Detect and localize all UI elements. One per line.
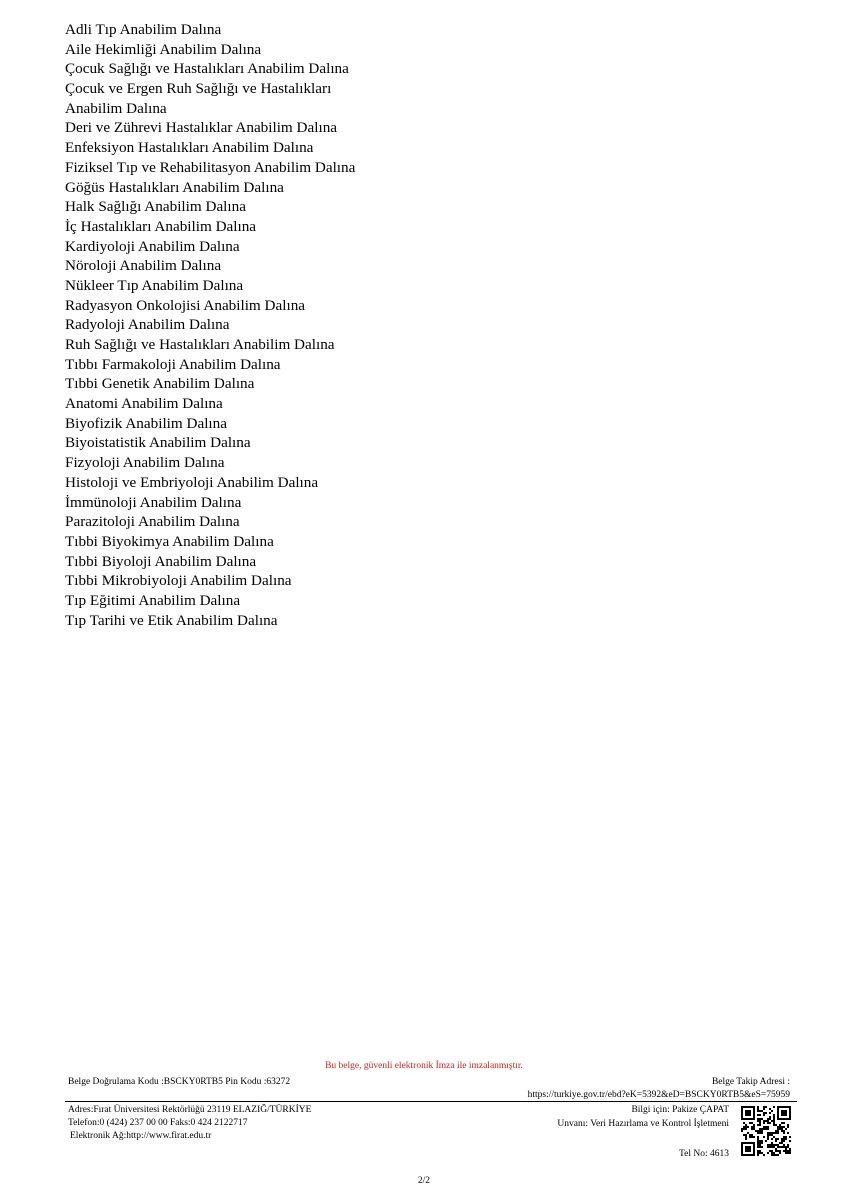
department-item: Fizyoloji Anabilim Dalına (65, 454, 225, 472)
department-item: Radyoloji Anabilim Dalına (65, 316, 230, 334)
department-item: Çocuk ve Ergen Ruh Sağlığı ve Hastalıkları (65, 80, 332, 98)
tracking-label: Belge Takip Adresi : (711, 1077, 790, 1087)
tel-no: Tel No: 4613 (679, 1149, 729, 1159)
tracking-url[interactable]: https://turkiye.gov.tr/ebd?eK=5392&eD=BSCKY0RTB5&eS=75959 (527, 1090, 790, 1100)
department-item: Histoloji ve Embriyoloji Anabilim Dalına (65, 473, 319, 491)
contact-title: Unvanı: Veri Hazırlama ve Kontrol İşletmeni (557, 1119, 729, 1129)
department-item: Kardiyoloji Anabilim Dalına (65, 237, 240, 255)
department-item: Göğüs Hastalıkları Anabilim Dalına (65, 178, 284, 196)
department-item: Tıbbı Farmakoloji Anabilim Dalına (65, 355, 281, 373)
department-item: Biyoistatistik Anabilim Dalına (65, 434, 251, 452)
address-line: Adres:Fırat Üniversitesi Rektörlüğü 23119 ELAZIĞ/TÜRKİYE (68, 1105, 312, 1115)
department-item: Tıbbi Biyokimya Anabilim Dalına (65, 532, 274, 550)
page-number: 2/2 (417, 1176, 431, 1186)
department-item: Deri ve Zührevi Hastalıklar Anabilim Dalına (65, 119, 338, 137)
department-list (65, 20, 565, 630)
web-line[interactable]: Elektronik Ağ:http://www.firat.edu.tr (70, 1131, 212, 1141)
department-item: Anabilim Dalına (65, 99, 167, 117)
qr-code-icon (741, 1106, 791, 1156)
department-item: Parazitoloji Anabilim Dalına (65, 513, 240, 531)
phone-fax-line: Telefon:0 (424) 237 00 00 Faks:0 424 2122717 (68, 1118, 248, 1128)
department-item: Halk Sağlığı Anabilim Dalına (65, 198, 246, 216)
department-item: Aile Hekimliği Anabilim Dalına (65, 40, 262, 58)
department-item: Nükleer Tıp Anabilim Dalına (65, 276, 244, 294)
department-item: Tıbbi Mikrobiyoloji Anabilim Dalına (65, 572, 292, 590)
department-item: Adli Tıp Anabilim Dalına (65, 21, 222, 38)
department-item: Enfeksiyon Hastalıkları Anabilim Dalına (65, 139, 314, 157)
department-item: İç Hastalıkları Anabilim Dalına (65, 217, 257, 235)
department-item: Çocuk Sağlığı ve Hastalıkları Anabilim Dalına (65, 60, 349, 78)
department-item: Fiziksel Tıp ve Rehabilitasyon Anabilim Dalına (65, 158, 356, 176)
department-item: Tıp Eğitimi Anabilim Dalına (65, 591, 241, 609)
verification-code: Belge Doğrulama Kodu :BSCKY0RTB5 Pin Kodu :63272 (68, 1077, 291, 1087)
info-contact: Bilgi için: Pakize ÇAPAT (631, 1105, 729, 1115)
department-item: Tıp Tarihi ve Etik Anabilim Dalına (65, 611, 278, 629)
department-item: Tıbbi Biyoloji Anabilim Dalına (65, 552, 257, 570)
department-item: Anatomi Anabilim Dalına (65, 395, 223, 413)
department-item: Tıbbi Genetik Anabilim Dalına (65, 375, 255, 393)
esign-note: Bu belge, güvenli elektronik İmza ile imzalanmıştır. (325, 1061, 523, 1071)
department-item: İmmünoloji Anabilim Dalına (65, 493, 242, 511)
department-item: Nöroloji Anabilim Dalına (65, 257, 222, 275)
department-item: Ruh Sağlığı ve Hastalıkları Anabilim Dalına (65, 336, 335, 353)
department-item: Biyofizik Anabilim Dalına (65, 414, 227, 432)
footer-divider (65, 1101, 797, 1102)
department-item: Radyasyon Onkolojisi Anabilim Dalına (65, 296, 306, 314)
